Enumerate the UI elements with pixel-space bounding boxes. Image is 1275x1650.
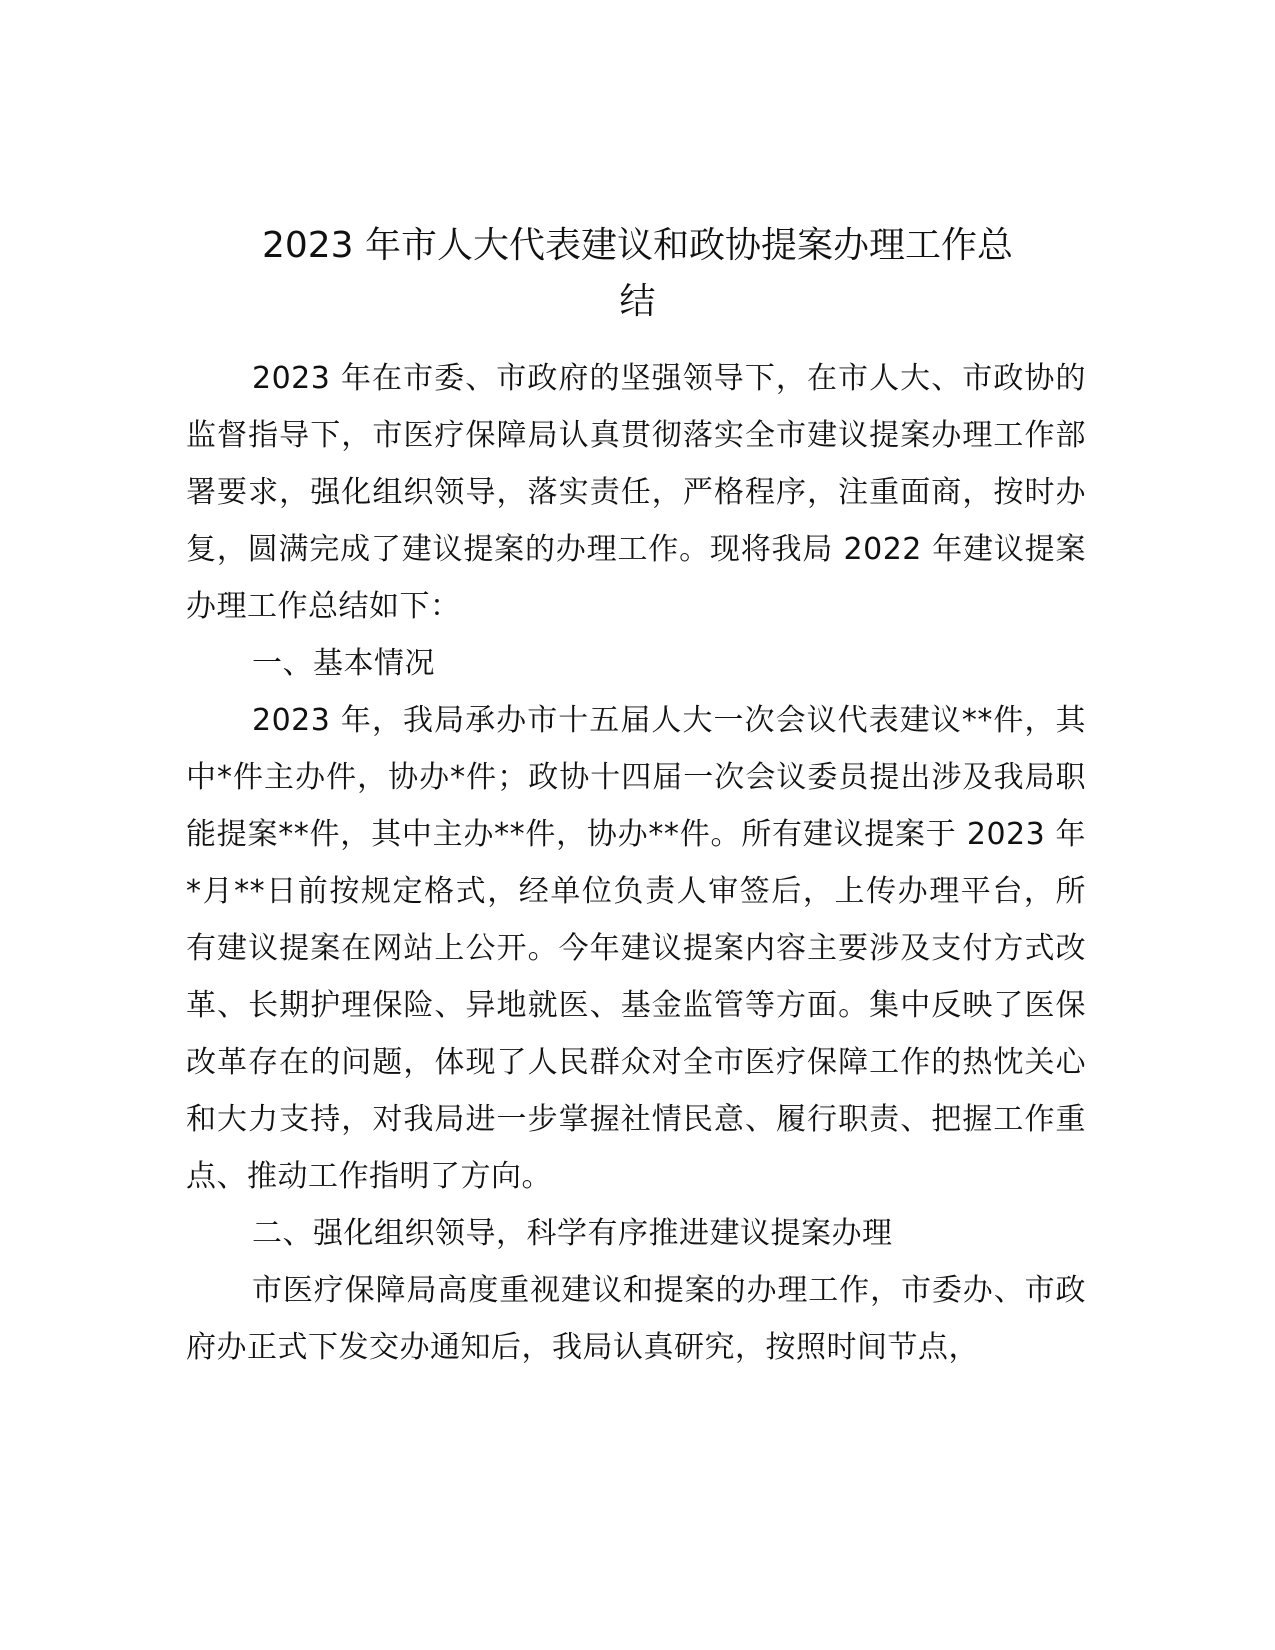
paragraph-intro: 2023 年在市委、市政府的坚强领导下，在市人大、市政协的监督指导下，市医疗保障局认真贯彻落实全市建议提案办理工作部署要求，强化组织领导，落实责任，严格程序，注重面商，按时办复，圆满完成了建议提案的办理工作。现将我局 2022 年建议提案办理工作总结如下：	[186, 361, 1086, 624]
title-line-1: 2023 年市人大代表建议和政协提案办理工作总	[261, 225, 1014, 266]
section-heading-2: 二、强化组织领导，科学有序推进建议提案办理	[252, 1216, 893, 1251]
document-body	[186, 350, 1086, 1376]
paragraph-basic-situation: 2023 年，我局承办市十五届人大一次会议代表建议**件，其中*件主办件，协办*件；政协十四届一次会议委员提出涉及我局职能提案**件，其中主办**件，协办**件。所有建议提案于 2023 年*月**日前按规定格式，经单位负责人审签后，上传办理平台，所有建议提案在网站上公开。今年建议提案内容主要涉及支付方式改革、长期护理保险、异地就医、基金监管等方面。集中反映了医保改革存在的问题，体现了人民群众对全市医疗保障工作的热忱关心和大力支持，对我局进一步掌握社情民意、履行职责、把握工作重点、推动工作指明了方向。	[186, 703, 1086, 1194]
title-line-2: 结	[619, 281, 656, 322]
section-heading-1: 一、基本情况	[252, 646, 435, 681]
document-title	[170, 218, 1105, 330]
paragraph-organization: 市医疗保障局高度重视建议和提案的办理工作，市委办、市政府办正式下发交办通知后，我局认真研究，按照时间节点，	[186, 1273, 1086, 1365]
